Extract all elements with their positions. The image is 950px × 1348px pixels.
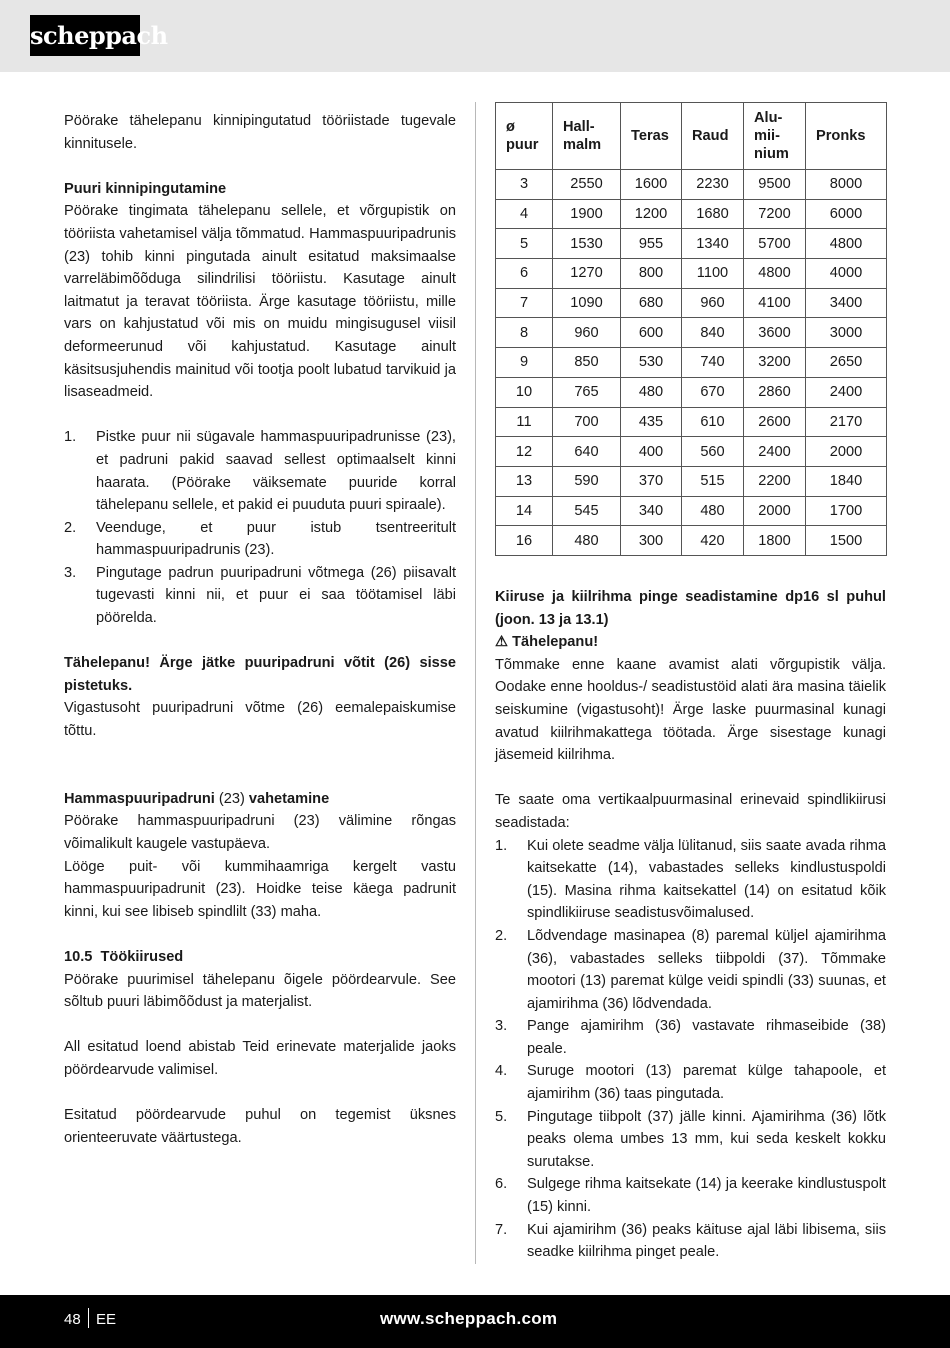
speeds-body-2: All esitatud loend abistab Teid erinevate materjalide jaoks pöördearvude valimisel.	[64, 1039, 456, 1078]
left-column	[64, 110, 456, 1149]
table-cell: 765	[553, 377, 621, 407]
table-cell: 2200	[744, 466, 806, 496]
list-item: 3. Pange ajamirihm (36) vastavate rihmaseibide (38) peale.	[495, 1018, 886, 1057]
table-cell: 2170	[806, 407, 887, 437]
table-cell: 2600	[744, 407, 806, 437]
table-cell: 1500	[806, 526, 887, 556]
table-cell: 14	[496, 496, 553, 526]
table-cell: 7200	[744, 199, 806, 229]
footer-bar	[0, 1295, 950, 1348]
table-row	[496, 288, 887, 318]
list-item: 6. Sulgege rihma kaitsekate (14) ja keerake kindlustuspolt (15) kinni.	[495, 1176, 886, 1216]
clamping-steps-list	[64, 426, 456, 629]
table-cell: 9	[496, 348, 553, 378]
table-row	[496, 229, 887, 259]
table-cell: 1680	[682, 199, 744, 229]
table-cell: 2400	[744, 437, 806, 467]
table-cell: 2550	[553, 170, 621, 200]
table-cell: 5	[496, 229, 553, 259]
section-title-speeds: 10.5 Töökiirused	[64, 948, 184, 965]
table-cell: 1090	[553, 288, 621, 318]
table-cell: 700	[553, 407, 621, 437]
belt-steps-list	[495, 835, 886, 1264]
table-cell: 960	[682, 288, 744, 318]
table-cell: 340	[621, 496, 682, 526]
table-cell: 1900	[553, 199, 621, 229]
table-cell: 530	[621, 348, 682, 378]
table-row	[496, 437, 887, 467]
table-cell: 4800	[806, 229, 887, 259]
intro-text: Pöörake tähelepanu kinnipingutatud tööriistade tugevale kinnitusele.	[64, 113, 456, 152]
table-row	[496, 496, 887, 526]
table-cell: 400	[621, 437, 682, 467]
table-cell: 800	[621, 259, 682, 289]
table-row	[496, 377, 887, 407]
table-cell: 2400	[806, 377, 887, 407]
table-cell: 480	[682, 496, 744, 526]
brand-logo: scheppach	[30, 15, 140, 56]
section-title-drill-clamping: Puuri kinnipingutamine	[64, 180, 227, 197]
warning-title: Tähelepanu! Ärge jätke puuripadruni võtit (26) sisse pistetuks.	[64, 655, 456, 694]
table-cell: 8000	[806, 170, 887, 200]
table-cell: 1530	[553, 229, 621, 259]
table-row	[496, 318, 887, 348]
table-cell: 960	[553, 318, 621, 348]
header-bar	[0, 0, 950, 72]
table-cell: 4000	[806, 259, 887, 289]
list-item: 4. Suruge mootori (13) paremat külge tahapoole, et ajamirihm (36) taas pingutada.	[495, 1063, 886, 1103]
table-cell: 3200	[744, 348, 806, 378]
table-cell: 435	[621, 407, 682, 437]
table-cell: 4	[496, 199, 553, 229]
table-cell: 600	[621, 318, 682, 348]
table-cell: 370	[621, 466, 682, 496]
column-header: Pronks	[806, 103, 887, 170]
list-item: 1. Pistke puur nii sügavale hammaspuuripadrunisse (23), et padruni pakid saavad sellest optimaalselt kinni haarata. (Pöörake väiksemate puuride korral tähelepanu sellele, et pakid ei puuduta puuri spiraale).	[64, 429, 456, 514]
table-cell: 840	[682, 318, 744, 348]
list-item: 2. Veenduge, et puur istub tsentreeritult hammaspuuripadrunis (23).	[64, 519, 456, 559]
table-cell: 545	[553, 496, 621, 526]
table-cell: 10	[496, 377, 553, 407]
table-cell: 6000	[806, 199, 887, 229]
table-cell: 300	[621, 526, 682, 556]
speed-table	[495, 102, 887, 556]
table-cell: 560	[682, 437, 744, 467]
belt-intro: Te saate oma vertikaalpuurmasinal erinevaid spindlikiirusi seadistada:	[495, 792, 886, 831]
table-cell: 1340	[682, 229, 744, 259]
section-body-drill-clamping: Pöörake tingimata tähelepanu sellele, et võrgupistik on tööriista vahetamisel välja tõmmatud. Hammaspuuripadrunis (23) tohib kinni pingutada ainult esitatud maksimaalse varreläbimõõduga silindrilisi tööriistu. Kasutage ainult laitmatut ja teravat tööriista. Ärge kasutage tööriistu, mille vars on kahjustatud või mis on muidu mingisugusel viisil deformeerunud või kahjustatud. Kasutage ainult käsitsusjuhendis mainitud või tootja poolt lubatud tarvikuid ja lisaseadmeid.	[64, 203, 456, 401]
page-number: 48	[64, 1311, 81, 1328]
table-cell: 2650	[806, 348, 887, 378]
table-cell: 16	[496, 526, 553, 556]
belt-warning-label: ⚠ Tähelepanu!	[495, 634, 599, 651]
column-header: Teras	[621, 103, 682, 170]
table-row	[496, 466, 887, 496]
table-cell: 4100	[744, 288, 806, 318]
table-row	[496, 259, 887, 289]
belt-warning-body: Tõmmake enne kaane avamist alati võrgupistik välja. Oodake enne hooldus-/ seadistustöid alati ära masina täielik seiskumine (vigastusoht)! Ärge laske puurmasinal kunagi avatud kiilrihmakattega töötada. Ärge sisestage kunagi jäsemeid kiilrihma.	[495, 656, 886, 764]
table-cell: 2000	[806, 437, 887, 467]
table-row	[496, 170, 887, 200]
table-cell: 12	[496, 437, 553, 467]
warning-body: Vigastusoht puuripadruni võtme (26) eemalepaiskumise tõttu.	[64, 700, 456, 740]
column-header: Raud	[682, 103, 744, 170]
table-cell: 590	[553, 466, 621, 496]
table-row	[496, 407, 887, 437]
list-item: 2. Lõdvendage masinapea (8) paremal küljel ajamirihma (36), vabastades selleks tiibpoldi (37). Tõmmake mootori (13) paremat külge veidi spindli (33) suunas, et ajamirihma (36) lõdvendada.	[495, 927, 886, 1012]
section-title-chuck-change: Hammaspuuripadruni (23) vahetamine	[64, 790, 330, 807]
table-cell: 2000	[744, 496, 806, 526]
table-cell: 420	[682, 526, 744, 556]
column-header: Hall- malm	[553, 103, 621, 170]
table-cell: 13	[496, 466, 553, 496]
table-cell: 680	[621, 288, 682, 318]
table-cell: 3000	[806, 318, 887, 348]
table-cell: 7	[496, 288, 553, 318]
language-code: EE	[96, 1311, 117, 1328]
right-column	[495, 586, 886, 1264]
list-item: 5. Pingutage tiibpolt (37) jälle kinni. Ajamirihma (36) lõtk peaks olema umbes 13 mm, kui seda keskelt kokku surutakse.	[495, 1108, 886, 1170]
table-cell: 1800	[744, 526, 806, 556]
table-cell: 1840	[806, 466, 887, 496]
table-row	[496, 526, 887, 556]
table-cell: 3400	[806, 288, 887, 318]
website-link[interactable]: www.scheppach.com	[380, 1309, 558, 1328]
footer-separator	[88, 1308, 89, 1328]
column-header: Alu- mii- nium	[744, 103, 806, 170]
table-cell: 740	[682, 348, 744, 378]
column-header: ø puur	[496, 103, 553, 170]
table-cell: 9500	[744, 170, 806, 200]
table-cell: 4800	[744, 259, 806, 289]
table-cell: 3	[496, 170, 553, 200]
table-row	[496, 199, 887, 229]
speeds-body: Pöörake puurimisel tähelepanu õigele pöördearvule. See sõltub puuri läbimõõdust ja materjalist.	[64, 971, 456, 1011]
table-cell: 1200	[621, 199, 682, 229]
table-cell: 1270	[553, 259, 621, 289]
table-cell: 670	[682, 377, 744, 407]
table-cell: 515	[682, 466, 744, 496]
list-item: 3. Pingutage padrun puuripadruni võtmega (26) piisavalt tugevasti kinni nii, et puur ei saa töötamisel läbi pöörelda.	[64, 564, 456, 627]
table-cell: 1600	[621, 170, 682, 200]
list-item: 7. Kui ajamirihm (36) peaks käituse ajal läbi libisema, siis seadke kiilrihma pinget peale.	[495, 1221, 886, 1261]
table-cell: 11	[496, 407, 553, 437]
table-cell: 850	[553, 348, 621, 378]
table-cell: 3600	[744, 318, 806, 348]
table-cell: 640	[553, 437, 621, 467]
table-row	[496, 348, 887, 378]
speeds-body-3: Esitatud pöördearvude puhul on tegemist üksnes orienteeruvate väärtustega.	[64, 1107, 456, 1146]
table-cell: 1100	[682, 259, 744, 289]
table-cell: 955	[621, 229, 682, 259]
table-cell: 6	[496, 259, 553, 289]
table-cell: 1700	[806, 496, 887, 526]
chuck-change-body-2: Lööge puit- või kummihaamriga kergelt vastu hammaspuuripadrunit (23). Hoidke teise käega padrunit kinni, kui see libiseb spindlilt (33) maha.	[64, 858, 456, 920]
table-cell: 480	[621, 377, 682, 407]
table-cell: 610	[682, 407, 744, 437]
table-cell: 5700	[744, 229, 806, 259]
list-item: 1. Kui olete seadme välja lülitanud, siis saate avada rihma kaitsekatte (14), vabastades selleks kindlustuspoldi (15). Masina rihma kaitsekattel (14) on esitatud kõik spindlikiiruse seadistusvõimalused.	[495, 837, 886, 922]
table-cell: 8	[496, 318, 553, 348]
table-cell: 2860	[744, 377, 806, 407]
table-cell: 2230	[682, 170, 744, 200]
table-header-row	[496, 103, 887, 170]
belt-section-title: Kiiruse ja kiilrihma pinge seadistamine dp16 sl puhul (joon. 13 ja 13.1)	[495, 589, 886, 628]
table-cell: 480	[553, 526, 621, 556]
chuck-change-body-1: Pöörake hammaspuuripadruni (23) välimine rõngas võimalikult kaugele vastupäeva.	[64, 813, 456, 852]
column-divider	[475, 102, 476, 1264]
